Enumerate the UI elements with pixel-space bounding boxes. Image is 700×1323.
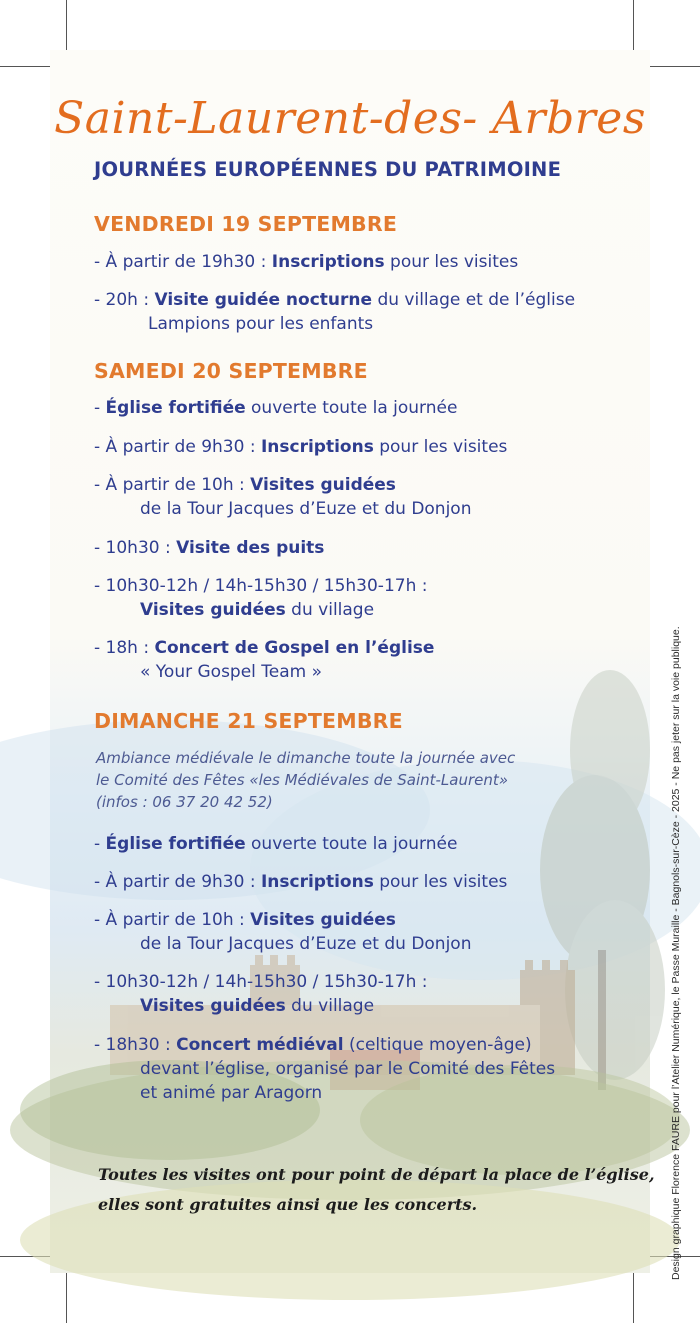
event-subtitle: JOURNÉES EUROPÉENNES DU PATRIMOINE xyxy=(94,158,562,181)
crop-mark xyxy=(648,66,700,67)
crop-mark xyxy=(66,0,67,52)
schedule-item: - À partir de 9h30 : Inscriptions pour les visites xyxy=(94,437,508,457)
crop-mark xyxy=(633,1271,634,1323)
schedule-item: - Église fortifiée ouverte toute la journée xyxy=(94,834,458,854)
schedule-item: - À partir de 10h : Visites guidées de la Tour Jacques d’Euze et du Donjon xyxy=(94,475,472,519)
schedule-item: - À partir de 10h : Visites guidées de la Tour Jacques d’Euze et du Donjon xyxy=(94,910,472,954)
friday-heading: VENDREDI 19 SEPTEMBRE xyxy=(94,212,398,236)
schedule-item: - 20h : Visite guidée nocturne du village et de l’église Lampions pour les enfants xyxy=(94,290,576,334)
schedule-item: - 18h : Concert de Gospel en l’église « Your Gospel Team » xyxy=(94,638,435,682)
schedule-item: - À partir de 19h30 : Inscriptions pour les visites xyxy=(94,252,519,272)
schedule-item: - 10h30-12h / 14h-15h30 / 15h30-17h : Visites guidées du village xyxy=(94,972,428,1016)
schedule-item: - À partir de 9h30 : Inscriptions pour les visites xyxy=(94,872,508,892)
village-title: Saint-Laurent-des- Arbres xyxy=(54,93,646,144)
schedule-item: - 18h30 : Concert médiéval (celtique moyen-âge) devant l’église, organisé par le Comité des Fêtes et animé par Aragorn xyxy=(94,1035,556,1103)
crop-mark xyxy=(0,66,52,67)
sunday-heading: DIMANCHE 21 SEPTEMBRE xyxy=(94,709,403,733)
saturday-heading: SAMEDI 20 SEPTEMBRE xyxy=(94,359,368,383)
schedule-item: - 10h30-12h / 14h-15h30 / 15h30-17h : Visites guidées du village xyxy=(94,576,428,620)
flyer-card xyxy=(50,50,682,1280)
schedule-item: - 10h30 : Visite des puits xyxy=(94,538,325,558)
crop-mark xyxy=(66,1271,67,1323)
schedule-item: - Église fortifiée ouverte toute la journée xyxy=(94,398,458,418)
crop-mark xyxy=(633,0,634,52)
footer-note: Toutes les visites ont pour point de départ la place de l’église, elles sont gratuites ainsi que les concerts. xyxy=(98,1165,655,1214)
design-credit: Design graphique Florence FAURE pour l’Atelier Numérique, le Passe Muraille - Bagnols-sur-Cèze - 2025 - Ne pas jeter sur la voie publique. xyxy=(670,626,682,1280)
sunday-note: Ambiance médiévale le dimanche toute la journée avec le Comité des Fêtes «les Médiévales de Saint-Laurent» (infos : 06 37 20 42 52) xyxy=(96,749,516,811)
